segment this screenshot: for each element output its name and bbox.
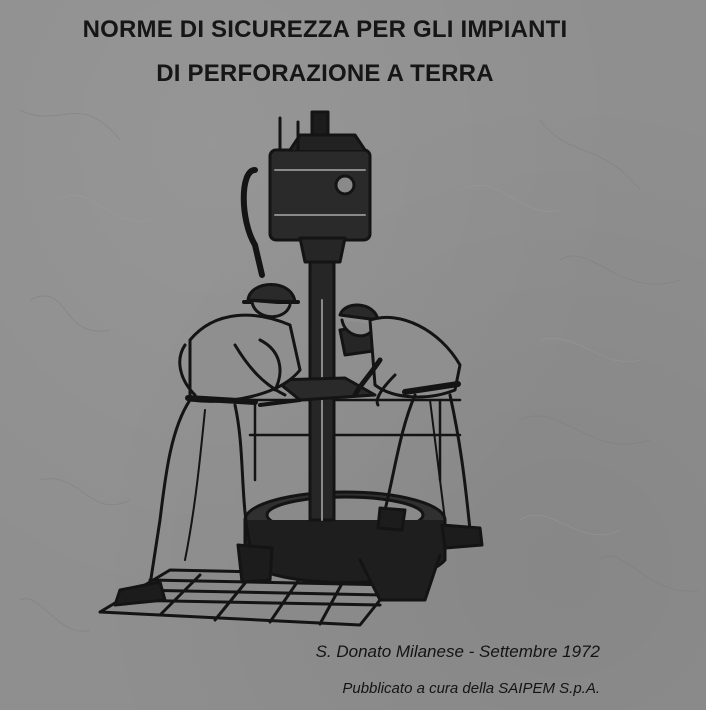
publication-place-date: S. Donato Milanese - Settembre 1972 — [315, 642, 600, 661]
worker-left — [115, 285, 300, 606]
swivel-block — [244, 118, 370, 275]
drilling-rig-workers-illustration — [95, 108, 500, 630]
cover-title-line-2: DI PERFORAZIONE A TERRA — [156, 60, 494, 87]
rig-railing — [250, 400, 460, 480]
publisher-credit: Pubblicato a cura della SAIPEM S.p.A. — [342, 680, 600, 697]
cover-title-line-1: NORME DI SICUREZZA PER GLI IMPIANTI — [82, 16, 568, 43]
